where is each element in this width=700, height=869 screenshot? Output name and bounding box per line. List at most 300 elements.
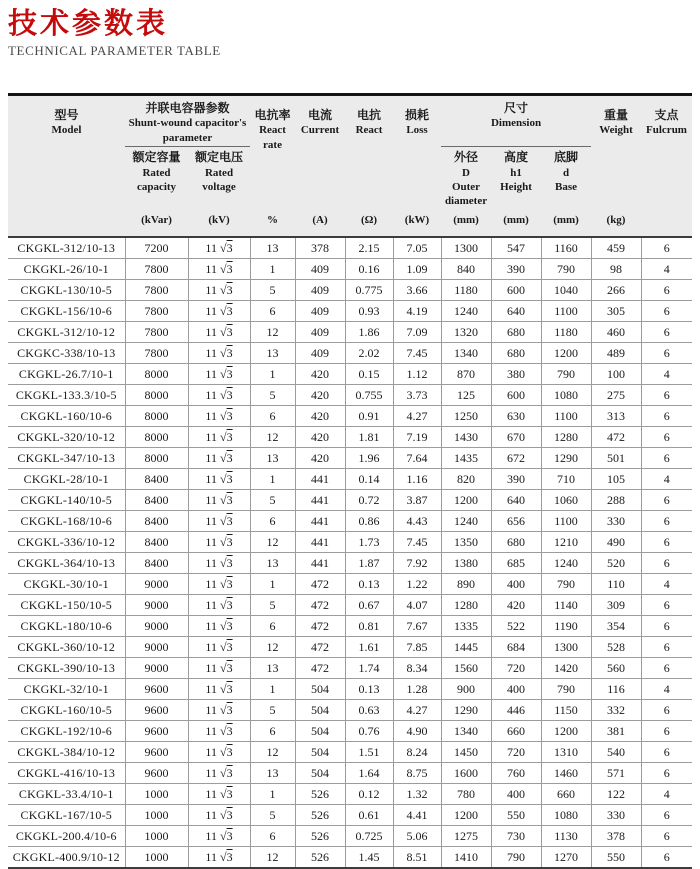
value-cell: 8000 [125, 405, 188, 426]
value-cell: 1320 [441, 321, 491, 342]
value-cell: 528 [591, 636, 641, 657]
value-cell: 400 [491, 783, 541, 804]
table-row [8, 405, 692, 426]
value-cell: 489 [591, 342, 641, 363]
value-cell: 501 [591, 447, 641, 468]
value-cell: 420 [491, 594, 541, 615]
table-body [8, 237, 692, 868]
value-cell: 275 [591, 384, 641, 405]
value-cell: 4 [641, 468, 692, 489]
value-cell: 0.76 [345, 720, 393, 741]
table-row [8, 678, 692, 699]
value-cell: 409 [295, 258, 345, 279]
value-cell: 332 [591, 699, 641, 720]
model-cell: CKGKL-130/10-5 [8, 279, 125, 300]
model-cell: CKGKL-384/10-12 [8, 741, 125, 762]
value-cell: 840 [441, 258, 491, 279]
value-cell: 4.27 [393, 699, 441, 720]
col-header-loss: 损耗 Loss [393, 94, 441, 209]
value-cell: 11 √3 [188, 279, 250, 300]
value-cell: 11 √3 [188, 447, 250, 468]
value-cell: 660 [541, 783, 591, 804]
value-cell: 1200 [441, 804, 491, 825]
table-row [8, 699, 692, 720]
unit-weight: (kg) [591, 210, 641, 237]
value-cell: 6 [641, 825, 692, 846]
value-cell: 330 [591, 510, 641, 531]
value-cell: 472 [591, 426, 641, 447]
value-cell: 13 [250, 762, 295, 783]
value-cell: 409 [295, 342, 345, 363]
value-cell: 8000 [125, 384, 188, 405]
value-cell: 11 √3 [188, 573, 250, 594]
value-cell: 0.13 [345, 573, 393, 594]
page-subtitle: TECHNICAL PARAMETER TABLE [8, 42, 221, 58]
value-cell: 1190 [541, 615, 591, 636]
value-cell: 684 [491, 636, 541, 657]
value-cell: 7800 [125, 321, 188, 342]
value-cell: 11 √3 [188, 699, 250, 720]
value-cell: 1.16 [393, 468, 441, 489]
value-cell: 560 [591, 657, 641, 678]
value-cell: 1080 [541, 384, 591, 405]
value-cell: 1 [250, 783, 295, 804]
table-row [8, 573, 692, 594]
value-cell: 441 [295, 552, 345, 573]
value-cell: 9600 [125, 699, 188, 720]
value-cell: 1460 [541, 762, 591, 783]
value-cell: 4 [641, 258, 692, 279]
value-cell: 3.66 [393, 279, 441, 300]
value-cell: 1040 [541, 279, 591, 300]
value-cell: 11 √3 [188, 300, 250, 321]
value-cell: 1080 [541, 804, 591, 825]
value-cell: 1.64 [345, 762, 393, 783]
value-cell: 1.74 [345, 657, 393, 678]
table-row [8, 783, 692, 804]
value-cell: 0.63 [345, 699, 393, 720]
model-cell: CKGKL-26/10-1 [8, 258, 125, 279]
page-title: 技术参数表 [8, 6, 169, 40]
value-cell: 390 [491, 468, 541, 489]
value-cell: 6 [641, 594, 692, 615]
value-cell: 550 [491, 804, 541, 825]
value-cell: 900 [441, 678, 491, 699]
value-cell: 13 [250, 552, 295, 573]
value-cell: 600 [491, 384, 541, 405]
value-cell: 1290 [541, 447, 591, 468]
value-cell: 7.05 [393, 237, 441, 259]
value-cell: 1.28 [393, 678, 441, 699]
value-cell: 1100 [541, 300, 591, 321]
value-cell: 5 [250, 489, 295, 510]
table-row [8, 321, 692, 342]
model-cell: CKGKL-312/10-13 [8, 237, 125, 259]
value-cell: 1.32 [393, 783, 441, 804]
col-header-base: 底脚 d Base [541, 147, 591, 210]
value-cell: 11 √3 [188, 846, 250, 868]
value-cell: 2.15 [345, 237, 393, 259]
col-header-outer-diameter: 外径 D Outer diameter [441, 147, 491, 210]
value-cell: 1000 [125, 783, 188, 804]
value-cell: 313 [591, 405, 641, 426]
model-cell: CKGKL-28/10-1 [8, 468, 125, 489]
value-cell: 1200 [541, 342, 591, 363]
value-cell: 8.24 [393, 741, 441, 762]
value-cell: 472 [295, 657, 345, 678]
value-cell: 630 [491, 405, 541, 426]
value-cell: 305 [591, 300, 641, 321]
table-row [8, 657, 692, 678]
value-cell: 11 √3 [188, 258, 250, 279]
model-cell: CKGKL-168/10-6 [8, 510, 125, 531]
value-cell: 6 [641, 384, 692, 405]
model-cell: CKGKL-160/10-5 [8, 699, 125, 720]
value-cell: 3.87 [393, 489, 441, 510]
value-cell: 8400 [125, 552, 188, 573]
value-cell: 13 [250, 447, 295, 468]
value-cell: 1100 [541, 510, 591, 531]
value-cell: 420 [295, 405, 345, 426]
model-cell: CKGKL-32/10-1 [8, 678, 125, 699]
value-cell: 9000 [125, 657, 188, 678]
value-cell: 309 [591, 594, 641, 615]
value-cell: 400 [491, 573, 541, 594]
value-cell: 1250 [441, 405, 491, 426]
value-cell: 656 [491, 510, 541, 531]
value-cell: 0.725 [345, 825, 393, 846]
value-cell: 0.16 [345, 258, 393, 279]
value-cell: 0.775 [345, 279, 393, 300]
value-cell: 5.06 [393, 825, 441, 846]
col-header-height: 高度 h1 Height [491, 147, 541, 210]
value-cell: 1210 [541, 531, 591, 552]
value-cell: 6 [641, 720, 692, 741]
col-header-current: 电流 Current [295, 94, 345, 209]
value-cell: 472 [295, 615, 345, 636]
value-cell: 760 [491, 762, 541, 783]
value-cell: 520 [591, 552, 641, 573]
value-cell: 9000 [125, 573, 188, 594]
value-cell: 1560 [441, 657, 491, 678]
value-cell: 6 [641, 741, 692, 762]
table-row [8, 447, 692, 468]
value-cell: 1275 [441, 825, 491, 846]
model-cell: CKGKL-200.4/10-6 [8, 825, 125, 846]
value-cell: 0.12 [345, 783, 393, 804]
value-cell: 409 [295, 321, 345, 342]
value-cell: 0.86 [345, 510, 393, 531]
unit-outer-diameter: (mm) [441, 210, 491, 237]
col-header-weight: 重量 Weight [591, 94, 641, 209]
value-cell: 400 [491, 678, 541, 699]
value-cell: 6 [641, 657, 692, 678]
value-cell: 11 √3 [188, 804, 250, 825]
value-cell: 354 [591, 615, 641, 636]
value-cell: 1420 [541, 657, 591, 678]
value-cell: 6 [641, 615, 692, 636]
value-cell: 8000 [125, 447, 188, 468]
value-cell: 420 [295, 426, 345, 447]
value-cell: 1180 [441, 279, 491, 300]
model-cell: CKGKC-338/10-13 [8, 342, 125, 363]
value-cell: 790 [541, 363, 591, 384]
value-cell: 330 [591, 804, 641, 825]
model-cell: CKGKL-364/10-13 [8, 552, 125, 573]
value-cell: 1240 [441, 300, 491, 321]
value-cell: 790 [541, 258, 591, 279]
value-cell: 13 [250, 342, 295, 363]
model-cell: CKGKL-167/10-5 [8, 804, 125, 825]
value-cell: 660 [491, 720, 541, 741]
model-cell: CKGKL-347/10-13 [8, 447, 125, 468]
table-row [8, 741, 692, 762]
value-cell: 2.02 [345, 342, 393, 363]
col-header-rated-voltage: 额定电压 Rated voltage [188, 147, 250, 210]
model-cell: CKGKL-33.4/10-1 [8, 783, 125, 804]
value-cell: 9600 [125, 741, 188, 762]
model-cell: CKGKL-336/10-12 [8, 531, 125, 552]
value-cell: 8000 [125, 426, 188, 447]
unit-loss: (kW) [393, 210, 441, 237]
value-cell: 11 √3 [188, 342, 250, 363]
value-cell: 12 [250, 846, 295, 868]
value-cell: 1060 [541, 489, 591, 510]
value-cell: 11 √3 [188, 615, 250, 636]
value-cell: 8.34 [393, 657, 441, 678]
table-row [8, 342, 692, 363]
value-cell: 4.19 [393, 300, 441, 321]
value-cell: 1270 [541, 846, 591, 868]
value-cell: 790 [541, 678, 591, 699]
table-row [8, 552, 692, 573]
value-cell: 11 √3 [188, 657, 250, 678]
model-cell: CKGKL-320/10-12 [8, 426, 125, 447]
value-cell: 13 [250, 657, 295, 678]
value-cell: 6 [250, 720, 295, 741]
value-cell: 1.86 [345, 321, 393, 342]
value-cell: 98 [591, 258, 641, 279]
value-cell: 441 [295, 468, 345, 489]
value-cell: 459 [591, 237, 641, 259]
value-cell: 380 [491, 363, 541, 384]
value-cell: 4.07 [393, 594, 441, 615]
value-cell: 547 [491, 237, 541, 259]
value-cell: 11 √3 [188, 321, 250, 342]
value-cell: 0.81 [345, 615, 393, 636]
model-cell: CKGKL-160/10-6 [8, 405, 125, 426]
value-cell: 1240 [541, 552, 591, 573]
value-cell: 11 √3 [188, 678, 250, 699]
value-cell: 11 √3 [188, 237, 250, 259]
value-cell: 7.45 [393, 342, 441, 363]
value-cell: 1300 [441, 237, 491, 259]
table-row [8, 279, 692, 300]
value-cell: 1160 [541, 237, 591, 259]
value-cell: 0.91 [345, 405, 393, 426]
value-cell: 116 [591, 678, 641, 699]
table-row [8, 363, 692, 384]
value-cell: 504 [295, 678, 345, 699]
value-cell: 5 [250, 279, 295, 300]
value-cell: 680 [491, 342, 541, 363]
value-cell: 1310 [541, 741, 591, 762]
value-cell: 1.09 [393, 258, 441, 279]
value-cell: 1240 [441, 510, 491, 531]
value-cell: 820 [441, 468, 491, 489]
value-cell: 11 √3 [188, 384, 250, 405]
value-cell: 11 √3 [188, 531, 250, 552]
col-header-fulcrum: 支点 Fulcrum [641, 94, 692, 236]
table-row [8, 468, 692, 489]
value-cell: 1340 [441, 342, 491, 363]
value-cell: 9000 [125, 615, 188, 636]
value-cell: 504 [295, 720, 345, 741]
value-cell: 1 [250, 678, 295, 699]
unit-current: (A) [295, 210, 345, 237]
model-cell: CKGKL-360/10-12 [8, 636, 125, 657]
value-cell: 6 [641, 846, 692, 868]
table-row [8, 846, 692, 868]
table-row [8, 426, 692, 447]
value-cell: 8400 [125, 531, 188, 552]
value-cell: 1130 [541, 825, 591, 846]
table-row [8, 720, 692, 741]
unit-base: (mm) [541, 210, 591, 237]
value-cell: 490 [591, 531, 641, 552]
value-cell: 1 [250, 258, 295, 279]
value-cell: 680 [491, 321, 541, 342]
table-row [8, 615, 692, 636]
value-cell: 1000 [125, 825, 188, 846]
value-cell: 6 [250, 405, 295, 426]
value-cell: 8400 [125, 489, 188, 510]
value-cell: 8000 [125, 363, 188, 384]
value-cell: 8400 [125, 510, 188, 531]
value-cell: 266 [591, 279, 641, 300]
value-cell: 8.75 [393, 762, 441, 783]
model-cell: CKGKL-192/10-6 [8, 720, 125, 741]
value-cell: 504 [295, 762, 345, 783]
value-cell: 1335 [441, 615, 491, 636]
value-cell: 672 [491, 447, 541, 468]
value-cell: 1100 [541, 405, 591, 426]
value-cell: 1 [250, 468, 295, 489]
value-cell: 390 [491, 258, 541, 279]
value-cell: 7.64 [393, 447, 441, 468]
value-cell: 460 [591, 321, 641, 342]
value-cell: 472 [295, 636, 345, 657]
table-row [8, 825, 692, 846]
value-cell: 890 [441, 573, 491, 594]
value-cell: 526 [295, 783, 345, 804]
table-row [8, 510, 692, 531]
value-cell: 409 [295, 300, 345, 321]
value-cell: 8.51 [393, 846, 441, 868]
value-cell: 7800 [125, 258, 188, 279]
value-cell: 1.96 [345, 447, 393, 468]
value-cell: 7.09 [393, 321, 441, 342]
col-group-capacitor-parameter: 并联电容器参数 Shunt-wound capacitor's parameter [125, 94, 250, 146]
model-cell: CKGKL-390/10-13 [8, 657, 125, 678]
value-cell: 446 [491, 699, 541, 720]
value-cell: 1.73 [345, 531, 393, 552]
value-cell: 680 [491, 531, 541, 552]
value-cell: 472 [295, 594, 345, 615]
value-cell: 7.92 [393, 552, 441, 573]
table-row [8, 762, 692, 783]
table-row [8, 531, 692, 552]
table-row [8, 384, 692, 405]
unit-react: (Ω) [345, 210, 393, 237]
value-cell: 9600 [125, 762, 188, 783]
value-cell: 4 [641, 363, 692, 384]
value-cell: 870 [441, 363, 491, 384]
value-cell: 4.90 [393, 720, 441, 741]
unit-height: (mm) [491, 210, 541, 237]
value-cell: 122 [591, 783, 641, 804]
value-cell: 12 [250, 636, 295, 657]
value-cell: 1 [250, 573, 295, 594]
value-cell: 11 √3 [188, 825, 250, 846]
model-cell: CKGKL-26.7/10-1 [8, 363, 125, 384]
value-cell: 110 [591, 573, 641, 594]
col-group-dimension: 尺寸 Dimension [441, 94, 591, 146]
value-cell: 1380 [441, 552, 491, 573]
value-cell: 6 [641, 342, 692, 363]
value-cell: 1150 [541, 699, 591, 720]
value-cell: 472 [295, 573, 345, 594]
value-cell: 6 [641, 804, 692, 825]
value-cell: 1435 [441, 447, 491, 468]
value-cell: 640 [491, 489, 541, 510]
value-cell: 11 √3 [188, 363, 250, 384]
value-cell: 5 [250, 804, 295, 825]
col-header-react-rate: 电抗率 React rate [250, 94, 295, 209]
value-cell: 1200 [441, 489, 491, 510]
value-cell: 6 [641, 489, 692, 510]
value-cell: 7.19 [393, 426, 441, 447]
value-cell: 1000 [125, 846, 188, 868]
value-cell: 378 [591, 825, 641, 846]
value-cell: 6 [641, 447, 692, 468]
value-cell: 685 [491, 552, 541, 573]
value-cell: 526 [295, 825, 345, 846]
value-cell: 11 √3 [188, 552, 250, 573]
value-cell: 790 [541, 573, 591, 594]
value-cell: 6 [250, 825, 295, 846]
value-cell: 6 [641, 405, 692, 426]
value-cell: 13 [250, 237, 295, 259]
model-cell: CKGKL-140/10-5 [8, 489, 125, 510]
unit-react-rate: % [250, 210, 295, 237]
value-cell: 526 [295, 846, 345, 868]
value-cell: 1.61 [345, 636, 393, 657]
value-cell: 1600 [441, 762, 491, 783]
value-cell: 710 [541, 468, 591, 489]
value-cell: 1 [250, 363, 295, 384]
value-cell: 1.51 [345, 741, 393, 762]
value-cell: 6 [641, 531, 692, 552]
value-cell: 4.27 [393, 405, 441, 426]
value-cell: 780 [441, 783, 491, 804]
value-cell: 720 [491, 657, 541, 678]
table-row [8, 258, 692, 279]
value-cell: 571 [591, 762, 641, 783]
value-cell: 522 [491, 615, 541, 636]
col-header-model: 型号 Model [8, 94, 125, 236]
value-cell: 1.12 [393, 363, 441, 384]
